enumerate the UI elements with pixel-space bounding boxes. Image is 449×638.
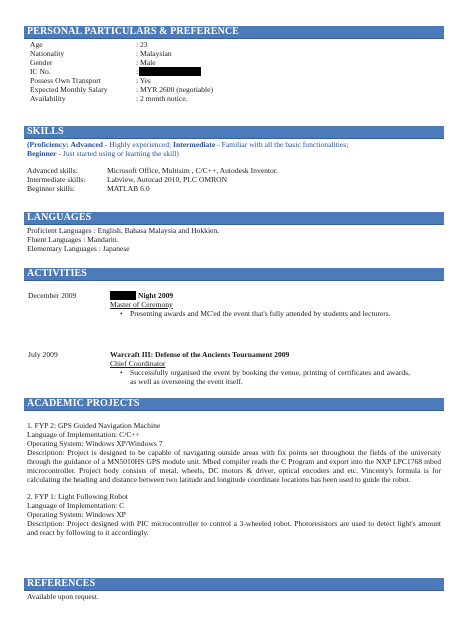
skill-row bbox=[24, 175, 444, 184]
personal-section bbox=[24, 26, 444, 103]
personal-label: Availability bbox=[30, 94, 66, 103]
languages-section bbox=[24, 212, 444, 253]
skill-value: MATLAB 6.0 bbox=[107, 184, 150, 193]
skill-row bbox=[24, 166, 444, 175]
personal-label: Gender bbox=[30, 58, 53, 67]
personal-value: : bbox=[136, 67, 139, 76]
personal-header: PERSONAL PARTICULARS & PREFERENCE bbox=[24, 26, 444, 39]
legend-advanced-desc: - Highly experienced; bbox=[104, 140, 172, 149]
skills-header: SKILLS bbox=[24, 126, 444, 139]
skill-value: Labview, Autocad 2010, PLC OMRON bbox=[107, 175, 228, 184]
personal-value: : Male bbox=[136, 58, 156, 67]
personal-row bbox=[24, 94, 444, 103]
references-text: Available upon request. bbox=[27, 592, 99, 601]
activity-bullet: • Successfully organised the event by booking the venue, printing of certificates and awards, as well as overseeing the event itself. bbox=[122, 368, 410, 386]
references-header: REFERENCES bbox=[24, 578, 444, 591]
project-os: Operating System: Windows XP bbox=[27, 510, 126, 519]
legend-advanced: Advanced bbox=[70, 140, 104, 149]
language-line: Fluent Languages : Mandarin. bbox=[27, 235, 119, 244]
project-description: Description: Project designed with PIC microcontroller to control a 3-wheeled robot. Photoresistors are used to detect light's amount and react by following to it accordingly. bbox=[27, 519, 441, 537]
personal-value: : 23 bbox=[136, 40, 148, 49]
activity-item bbox=[24, 350, 444, 396]
project-os: Operating System: Windows XP/Windows 7 bbox=[27, 439, 163, 448]
language-line: Elementary Languages : Japanese bbox=[27, 244, 130, 253]
activity-title: Warcraft III: Defense of the Ancients Tournament 2009 bbox=[110, 350, 290, 359]
proficiency-legend bbox=[24, 140, 444, 158]
personal-label: Nationality bbox=[30, 49, 65, 58]
activity-item bbox=[24, 291, 444, 349]
project-description: Description: Project is designed to be capable of navigating outside areas with fix points set throughout the fields of the university through the guidance of a MN5010HS GPS module unit. Mbed compiler reads the C Program and export into the NXP LPC1768 mbed microcontroller. Project body consists of metal, wheels, DC motors & driver, optical encoders and etc. Vincenty's formula is for calculating the heading and distance between two latitude and longitude coordinate locations has been used to guide the robot. bbox=[27, 448, 441, 484]
legend-beginner: Beginner bbox=[27, 149, 57, 158]
redaction-bar bbox=[110, 291, 136, 300]
projects-section bbox=[24, 398, 444, 537]
legend-beginner-desc: - Just started using or learning the skill) bbox=[58, 149, 179, 158]
project-language: Language of Implementation: C/C++ bbox=[27, 430, 140, 439]
skill-row bbox=[24, 184, 444, 193]
personal-row bbox=[24, 67, 444, 76]
personal-value: : 2 month notice. bbox=[136, 94, 188, 103]
activity-date: July 2009 bbox=[28, 350, 58, 359]
skills-section bbox=[24, 126, 444, 193]
activity-title: Night 2009 bbox=[138, 291, 174, 300]
personal-row bbox=[24, 76, 444, 85]
skill-value: Microsoft Office, Multisim , C/C++, Autodesk Inventor. bbox=[107, 166, 278, 175]
project-language: Language of Implementation: C bbox=[27, 501, 125, 510]
skill-label: Beginner skills: bbox=[27, 184, 75, 193]
personal-value: : Malaysian bbox=[136, 49, 172, 58]
project-item bbox=[24, 492, 441, 537]
personal-label: Expected Monthly Salary bbox=[30, 85, 108, 94]
activities-section bbox=[24, 268, 444, 396]
activity-bullet: • Presenting awards and MC'ed the event that's fully attended by students and lecturers. bbox=[122, 309, 410, 318]
personal-row bbox=[24, 58, 444, 67]
personal-row bbox=[24, 49, 444, 58]
personal-value: : Yes bbox=[136, 76, 151, 85]
project-item bbox=[24, 421, 441, 484]
activities-header: ACTIVITIES bbox=[24, 268, 444, 281]
personal-label: Possess Own Transport bbox=[30, 76, 101, 85]
project-title: 2. FYP 1: Light Following Robot bbox=[27, 492, 128, 501]
personal-label: IC No. bbox=[30, 67, 51, 76]
skill-label: Advanced skills: bbox=[27, 166, 78, 175]
activity-date: December 2009 bbox=[28, 291, 77, 300]
skill-label: Intermediate skills: bbox=[27, 175, 86, 184]
redaction-bar bbox=[139, 67, 201, 76]
language-line: Proficient Languages : English, Bahasa Malaysia and Hokkien. bbox=[27, 226, 220, 235]
activity-role: Chief Coordinator bbox=[110, 359, 166, 368]
legend-intermediate-desc: - Familiar with all the basic functionalities; bbox=[217, 140, 349, 149]
legend-prefix: (Proficiency: bbox=[27, 140, 69, 149]
personal-label: Age bbox=[30, 40, 43, 49]
languages-header: LANGUAGES bbox=[24, 212, 444, 225]
legend-intermediate: Intermediate bbox=[173, 140, 216, 149]
projects-header: ACADEMIC PROJECTS bbox=[24, 398, 444, 411]
project-title: 1. FYP 2: GPS Guided Navigation Machine bbox=[27, 421, 161, 430]
activity-role: Master of Ceremony bbox=[110, 300, 173, 309]
personal-row bbox=[24, 85, 444, 94]
personal-row bbox=[24, 40, 444, 49]
personal-value: : MYR 2600 (negotiable) bbox=[136, 85, 213, 94]
references-section bbox=[24, 578, 444, 601]
